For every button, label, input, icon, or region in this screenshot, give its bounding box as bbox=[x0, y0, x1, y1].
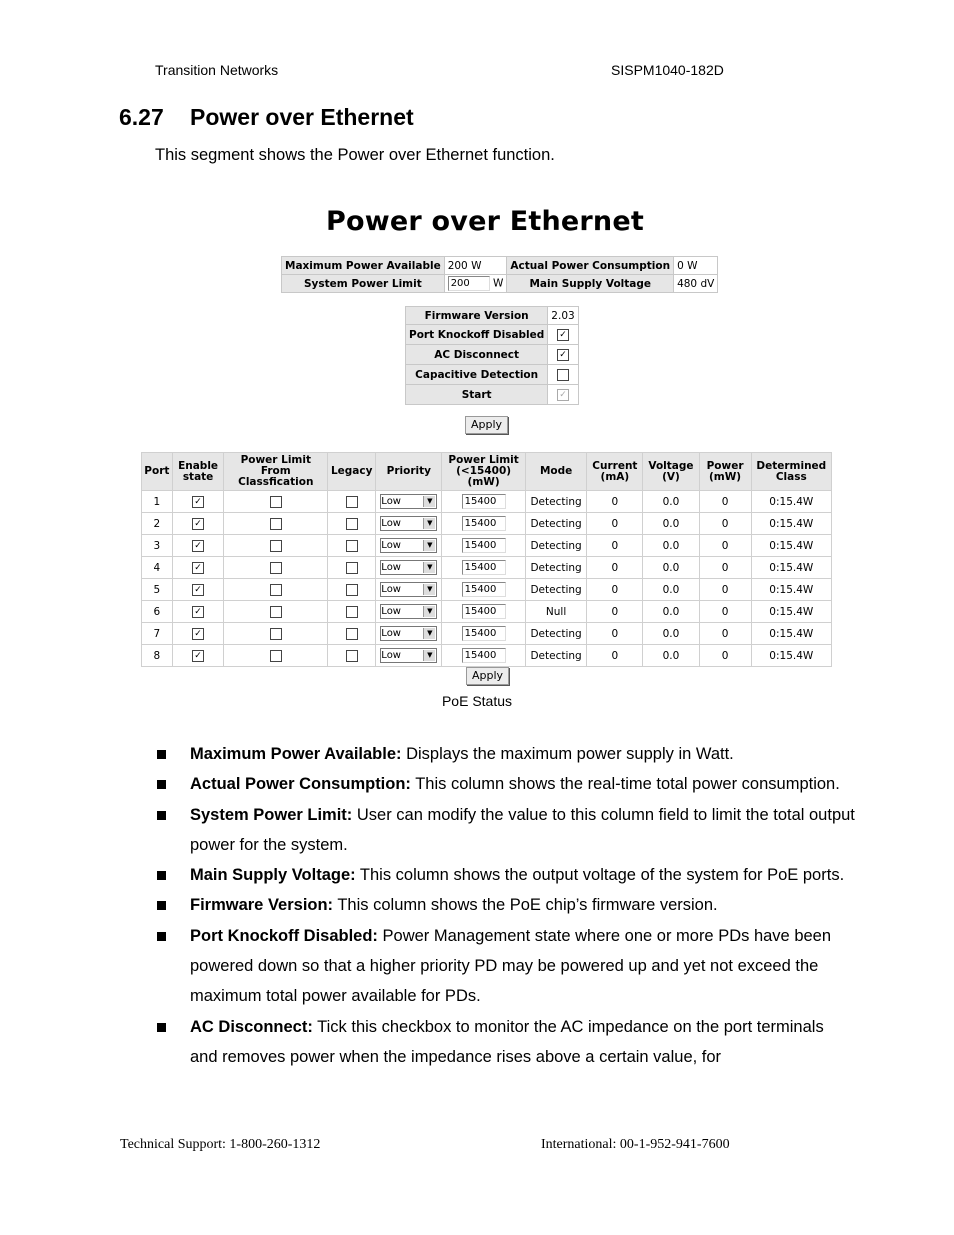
col-header: Power (mW) bbox=[699, 453, 751, 491]
figure-caption: PoE Status bbox=[441, 693, 513, 709]
header-right: SISPM1040-182D bbox=[611, 62, 724, 78]
power-limit-input[interactable]: 15400 bbox=[462, 516, 506, 531]
definition-list bbox=[155, 739, 855, 1072]
col-header: Voltage (V) bbox=[643, 453, 699, 491]
definition-text: Displays the maximum power supply in Watt. bbox=[401, 745, 734, 763]
port-number: 8 bbox=[153, 649, 161, 662]
system-limit-cell bbox=[444, 275, 507, 293]
figure-title: Power over Ethernet bbox=[326, 206, 644, 237]
port-number: 7 bbox=[153, 627, 161, 640]
power-value: 0 bbox=[721, 517, 729, 530]
knockoff-checkbox[interactable]: ✓ bbox=[557, 329, 569, 341]
chevron-down-icon: ▼ bbox=[423, 562, 435, 573]
priority-value: Low bbox=[381, 562, 401, 573]
priority-select[interactable] bbox=[380, 538, 437, 553]
power-limit-input[interactable]: 15400 bbox=[462, 560, 506, 575]
apply-button-top[interactable]: Apply bbox=[465, 416, 508, 434]
chevron-down-icon: ▼ bbox=[423, 650, 435, 661]
section-intro: This segment shows the Power over Ethernet function. bbox=[155, 146, 555, 164]
voltage-value: 0.0 bbox=[662, 583, 680, 596]
enable-checkbox[interactable]: ✓ bbox=[192, 650, 204, 662]
voltage-value: 0.0 bbox=[662, 649, 680, 662]
class-limit-checkbox[interactable] bbox=[270, 584, 282, 596]
class-limit-checkbox[interactable] bbox=[270, 540, 282, 552]
main-voltage-value: 480 dV bbox=[674, 275, 718, 293]
power-limit-input[interactable]: 15400 bbox=[462, 648, 506, 663]
priority-value: Low bbox=[381, 584, 401, 595]
bullet-square-icon bbox=[157, 901, 166, 910]
priority-select[interactable] bbox=[380, 516, 437, 531]
priority-value: Low bbox=[381, 628, 401, 639]
enable-checkbox[interactable]: ✓ bbox=[192, 562, 204, 574]
mode-value: Detecting bbox=[530, 627, 582, 640]
class-limit-checkbox[interactable] bbox=[270, 650, 282, 662]
power-limit-input[interactable]: 15400 bbox=[462, 626, 506, 641]
start-label: Start bbox=[406, 385, 548, 405]
bullet-square-icon bbox=[157, 1023, 166, 1032]
mode-value: Detecting bbox=[530, 561, 582, 574]
class-limit-checkbox[interactable] bbox=[270, 496, 282, 508]
current-value: 0 bbox=[611, 517, 619, 530]
apply-button-bottom[interactable]: Apply bbox=[466, 667, 509, 685]
definition-term: Firmware Version: bbox=[190, 896, 334, 915]
definition-item bbox=[155, 1012, 855, 1073]
capacitive-label: Capacitive Detection bbox=[406, 365, 548, 385]
legacy-checkbox[interactable] bbox=[346, 650, 358, 662]
power-value: 0 bbox=[721, 495, 729, 508]
max-power-label: Maximum Power Available bbox=[282, 257, 445, 275]
class-limit-checkbox[interactable] bbox=[270, 628, 282, 640]
determined-class-value: 0:15.4W bbox=[769, 561, 814, 574]
port-number: 5 bbox=[153, 583, 161, 596]
capacitive-checkbox[interactable] bbox=[557, 369, 569, 381]
settings-table bbox=[405, 306, 579, 405]
current-value: 0 bbox=[611, 627, 619, 640]
definition-text: User can modify the value to this column field to limit the total output power for the system. bbox=[190, 805, 855, 854]
max-power-value: 200 W bbox=[444, 257, 507, 275]
port-number: 2 bbox=[153, 517, 161, 530]
power-limit-input[interactable]: 15400 bbox=[462, 604, 506, 619]
port-row bbox=[142, 557, 832, 579]
port-number: 6 bbox=[153, 605, 161, 618]
port-row bbox=[142, 623, 832, 645]
col-header: Priority bbox=[376, 453, 442, 491]
mode-value: Detecting bbox=[530, 649, 582, 662]
class-limit-checkbox[interactable] bbox=[270, 562, 282, 574]
definition-item bbox=[155, 890, 855, 920]
determined-class-value: 0:15.4W bbox=[769, 539, 814, 552]
ports-body bbox=[142, 491, 832, 667]
system-limit-label: System Power Limit bbox=[282, 275, 445, 293]
definition-text: This column shows the real-time total power consumption. bbox=[410, 775, 840, 794]
legacy-checkbox[interactable] bbox=[346, 518, 358, 530]
voltage-value: 0.0 bbox=[662, 627, 680, 640]
section-number: 6.27 bbox=[119, 104, 164, 130]
definition-item bbox=[155, 860, 855, 890]
chevron-down-icon: ▼ bbox=[423, 496, 435, 507]
port-row bbox=[142, 535, 832, 557]
enable-checkbox[interactable]: ✓ bbox=[192, 540, 204, 552]
definition-term: AC Disconnect: bbox=[190, 1017, 313, 1036]
bullet-square-icon bbox=[157, 750, 166, 759]
chevron-down-icon: ▼ bbox=[423, 628, 435, 639]
definition-term: Main Supply Voltage: bbox=[190, 866, 356, 885]
legacy-checkbox[interactable] bbox=[346, 496, 358, 508]
col-header: Enable state bbox=[172, 453, 224, 491]
chevron-down-icon: ▼ bbox=[423, 540, 435, 551]
system-limit-input[interactable]: 200 bbox=[448, 276, 490, 291]
enable-checkbox[interactable]: ✓ bbox=[192, 496, 204, 508]
col-header: Port bbox=[142, 453, 173, 491]
mode-value: Detecting bbox=[530, 495, 582, 508]
definition-text: Tick this checkbox to monitor the AC impedance on the port terminals and removes power when the impedance rises above a certain value, for bbox=[190, 1017, 824, 1066]
definition-term: Port Knockoff Disabled: bbox=[190, 926, 378, 945]
priority-select[interactable] bbox=[380, 582, 437, 597]
priority-select[interactable] bbox=[380, 494, 437, 509]
current-value: 0 bbox=[611, 649, 619, 662]
bullet-square-icon bbox=[157, 932, 166, 941]
priority-value: Low bbox=[381, 606, 401, 617]
priority-value: Low bbox=[381, 540, 401, 551]
power-value: 0 bbox=[721, 539, 729, 552]
current-value: 0 bbox=[611, 495, 619, 508]
col-header: Determined Class bbox=[751, 453, 831, 491]
current-value: 0 bbox=[611, 561, 619, 574]
mode-value: Detecting bbox=[530, 539, 582, 552]
definition-text: This column shows the PoE chip’s firmware version. bbox=[333, 896, 718, 915]
definition-item bbox=[155, 800, 855, 861]
bullet-square-icon bbox=[157, 871, 166, 880]
voltage-value: 0.0 bbox=[662, 495, 680, 508]
power-value: 0 bbox=[721, 583, 729, 596]
mode-value: Null bbox=[545, 605, 567, 618]
col-header: Current (mA) bbox=[587, 453, 643, 491]
power-limit-input[interactable]: 15400 bbox=[462, 582, 506, 597]
chevron-down-icon: ▼ bbox=[423, 584, 435, 595]
section-title: Power over Ethernet bbox=[190, 104, 414, 130]
definition-term: System Power Limit: bbox=[190, 805, 353, 824]
actual-power-label: Actual Power Consumption bbox=[507, 257, 674, 275]
knockoff-label: Port Knockoff Disabled bbox=[406, 325, 548, 345]
port-row bbox=[142, 601, 832, 623]
legacy-checkbox[interactable] bbox=[346, 606, 358, 618]
poe-screenshot bbox=[138, 200, 832, 684]
determined-class-value: 0:15.4W bbox=[769, 583, 814, 596]
determined-class-value: 0:15.4W bbox=[769, 605, 814, 618]
col-header: Power Limit From Classfication bbox=[224, 453, 328, 491]
enable-checkbox[interactable]: ✓ bbox=[192, 518, 204, 530]
ports-header-row bbox=[142, 453, 832, 491]
port-row bbox=[142, 513, 832, 535]
definition-text: This column shows the output voltage of the system for PoE ports. bbox=[355, 866, 845, 885]
port-row bbox=[142, 579, 832, 601]
definition-item bbox=[155, 739, 855, 769]
definition-term: Maximum Power Available: bbox=[190, 745, 402, 763]
section-heading bbox=[119, 104, 414, 131]
port-number: 3 bbox=[153, 539, 161, 552]
firmware-value: 2.03 bbox=[548, 307, 578, 325]
definition-item bbox=[155, 769, 855, 799]
mode-value: Detecting bbox=[530, 517, 582, 530]
legacy-checkbox[interactable] bbox=[346, 562, 358, 574]
current-value: 0 bbox=[611, 539, 619, 552]
mode-value: Detecting bbox=[530, 583, 582, 596]
ports-table bbox=[141, 452, 832, 667]
bullet-square-icon bbox=[157, 780, 166, 789]
priority-select[interactable] bbox=[380, 604, 437, 619]
ac-disconnect-label: AC Disconnect bbox=[406, 345, 548, 365]
chevron-down-icon: ▼ bbox=[423, 518, 435, 529]
actual-power-value: 0 W bbox=[674, 257, 718, 275]
enable-checkbox[interactable]: ✓ bbox=[192, 628, 204, 640]
class-limit-checkbox[interactable] bbox=[270, 606, 282, 618]
determined-class-value: 0:15.4W bbox=[769, 627, 814, 640]
legacy-checkbox[interactable] bbox=[346, 628, 358, 640]
main-voltage-label: Main Supply Voltage bbox=[507, 275, 674, 293]
system-limit-unit: W bbox=[493, 277, 504, 290]
col-header: Legacy bbox=[328, 453, 376, 491]
col-header: Power Limit (<15400) (mW) bbox=[442, 453, 526, 491]
definition-item bbox=[155, 921, 855, 1012]
power-value: 0 bbox=[721, 649, 729, 662]
current-value: 0 bbox=[611, 605, 619, 618]
voltage-value: 0.0 bbox=[662, 539, 680, 552]
footer-right: International: 00-1-952-941-7600 bbox=[541, 1137, 730, 1152]
legacy-checkbox[interactable] bbox=[346, 540, 358, 552]
power-limit-input[interactable]: 15400 bbox=[462, 494, 506, 509]
power-limit-input[interactable]: 15400 bbox=[462, 538, 506, 553]
power-value: 0 bbox=[721, 627, 729, 640]
priority-value: Low bbox=[381, 518, 401, 529]
priority-select[interactable] bbox=[380, 626, 437, 641]
col-header: Mode bbox=[525, 453, 586, 491]
voltage-value: 0.0 bbox=[662, 561, 680, 574]
priority-value: Low bbox=[381, 650, 401, 661]
chevron-down-icon: ▼ bbox=[423, 606, 435, 617]
class-limit-checkbox[interactable] bbox=[270, 518, 282, 530]
bullet-square-icon bbox=[157, 811, 166, 820]
firmware-label: Firmware Version bbox=[406, 307, 548, 325]
enable-checkbox[interactable]: ✓ bbox=[192, 606, 204, 618]
definition-term: Actual Power Consumption: bbox=[190, 775, 411, 794]
determined-class-value: 0:15.4W bbox=[769, 517, 814, 530]
port-row bbox=[142, 491, 832, 513]
determined-class-value: 0:15.4W bbox=[769, 495, 814, 508]
priority-value: Low bbox=[381, 496, 401, 507]
current-value: 0 bbox=[611, 583, 619, 596]
port-number: 4 bbox=[153, 561, 161, 574]
ac-disconnect-checkbox[interactable]: ✓ bbox=[557, 349, 569, 361]
header-left: Transition Networks bbox=[155, 62, 279, 78]
power-value: 0 bbox=[721, 605, 729, 618]
summary-table bbox=[281, 256, 718, 293]
priority-select[interactable] bbox=[380, 648, 437, 663]
power-value: 0 bbox=[721, 561, 729, 574]
determined-class-value: 0:15.4W bbox=[769, 649, 814, 662]
priority-select[interactable] bbox=[380, 560, 437, 575]
port-number: 1 bbox=[153, 495, 161, 508]
legacy-checkbox[interactable] bbox=[346, 584, 358, 596]
voltage-value: 0.0 bbox=[662, 517, 680, 530]
voltage-value: 0.0 bbox=[662, 605, 680, 618]
start-checkbox[interactable]: ✓ bbox=[557, 389, 569, 401]
port-row bbox=[142, 645, 832, 667]
definition-text: Power Management state where one or more PDs have been powered down so that a higher priority PD may be powered up and yet not exceed the maximum total power available for PDs. bbox=[190, 926, 832, 1006]
footer-left: Technical Support: 1-800-260-1312 bbox=[120, 1137, 321, 1152]
enable-checkbox[interactable]: ✓ bbox=[192, 584, 204, 596]
